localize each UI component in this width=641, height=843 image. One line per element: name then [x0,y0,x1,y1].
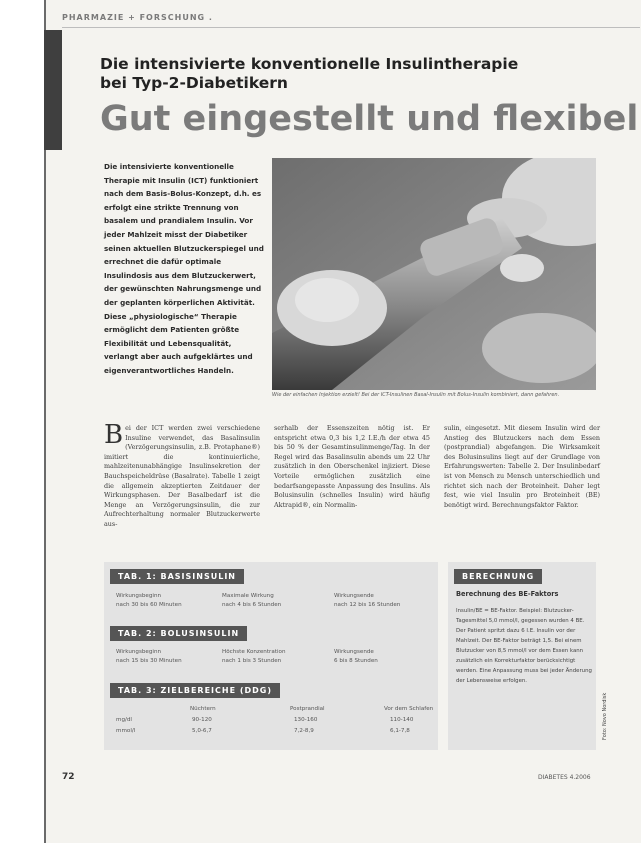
table-2-label: Wirkungsbeginn [116,649,162,655]
table-2-value: 6 bis 8 Stunden [334,658,378,664]
photo-illustration [272,158,596,390]
calculation-text: Insulin/BE = BE-Faktor. Beispiel: Blutzucker-Tagesmittel 5,0 mmol/l, gegessen wurden 4 BE. Der Patient spritzt dazu 6 I.E. Insulin vor der Mahlzeit. Der BE-Faktor beträgt 1,5. Bei einem Blutzucker von 8,5 mmol/l vor dem Essen kann zusätzlich ein Korrekturfaktor berücksichtigt werden. Eine Anpassung muss bei jeder Änderung der Lebensweise erfolgen. [456,608,592,684]
table-2-label: Höchste Konzentration [222,649,286,655]
table-2-cell [334,648,378,666]
article-subtitle: Die intensivierte konventionelle Insulintherapie bei Typ-2-Diabetikern [100,55,519,92]
table-1-value: nach 12 bis 16 Stunden [334,602,401,608]
table-2-value: nach 1 bis 3 Stunden [222,658,282,664]
table-2-label: Wirkungsende [334,649,374,655]
table-2-cell [222,648,286,666]
table-3-row-label: mg/dl [116,717,132,723]
table-3-header-cell: Nüchtern [190,706,216,712]
table-1-label: Wirkungsbeginn [116,593,162,599]
header-rule [62,27,640,28]
article-title: Gut eingestellt und flexibel [100,99,639,139]
intro-text: Die intensivierte konventionelle Therapie mit Insulin (ICT) funktioniert nach dem Basis-Bolus-Konzept, d.h. es erfolgt eine strikte Trennung von basalem und prandialem Insulin. Vor jeder Mahlzeit misst der Diabetiker seinen aktuellen Blutzuckerspiegel und errechnet die dafür optimale Insulindosis aus dem Blutzuckerwert, der gewünschten Nahrungsmenge und der geplanten körperlichen Aktivität. Diese „physiologische“ Therapie ermöglicht dem Patienten größte Flexibilität und Lebensqualität, verlangt aber auch aufgeklärtes und eigenverantwortliches Handeln. [104,162,264,375]
table-1-label: Wirkungsende [334,593,374,599]
body-column-2: serhalb der Essenszeiten nötig ist. Er entspricht etwa 0,3 bis 1,2 I.E./h der etwa 45 bis 50 % der Gesamtinsulinmenge/Tag. In der Regel wird das Basalinsulin abends um 22 Uhr zusätzlich in den Oberschenkel injiziert. Diese Vorteile ermöglichen zusätzlich eine bedarfsangepasste Anpassung des Insulins. Als Bolusinsulin (schnelles Insulin) wird häufig Aktrapid®, ein Normalin- [274,424,430,509]
insulin-pen-photo [272,158,596,390]
table-1-cell [116,592,182,610]
photo-caption: Wie der einfachen Injektion erzielt! Bei der ICT-Insulinen Basal-Insulin mit Bolus-Insulin kombiniert, dann gefahren. [272,392,560,398]
body-column-1 [104,420,260,530]
table-1-label: Maximale Wirkung [222,593,274,599]
photo-credit: Foto: Novo Nordisk [602,692,608,740]
table-3-cell: 130-160 [294,717,318,723]
table-3-cell: 5,0-6,7 [192,728,212,734]
table-3-row-label: mmol/l [116,728,136,734]
table-1-cell [222,592,281,610]
table-1-cell [334,592,400,610]
table-2-value: nach 15 bis 30 Minuten [116,658,182,664]
table-3-cell: 7,2-8,9 [294,728,314,734]
table-3-cell: 6,1-7,8 [390,728,410,734]
table-3-cell: 90-120 [192,717,212,723]
column-1-text: ei der ICT werden zwei verschiedene Insuline verwendet, das Basalinsulin (Verzögerungsinsulin, z.B. Protaphane®) imitiert die kontinuierliche, mahlzeitenunabhängige Insulinsekretion der Bauchspeicheldrüse (Basalrate). Tabelle 1 zeigt die allgemein akzeptierten Zeitdauer der Wirkungsphasen. Der Basalbedarf ist die Menge an Verzögerungsinsulin, die zur Aufrechterhaltung normaler Blutzuckerwerte aus- [104,424,260,528]
table-2-cell [116,648,182,666]
table-2-heading: TAB. 2: BOLUSINSULIN [110,626,247,641]
table-3-header-cell: Vor dem Schlafen [384,706,434,712]
drop-cap: B [104,420,124,450]
calculation-heading: BERECHNUNG [454,569,542,584]
table-1-value: nach 30 bis 60 Minuten [116,602,182,608]
accent-bar [44,30,62,150]
section-header: PHARMAZIE + FORSCHUNG . [62,13,213,22]
table-3-header-cell: Postprandial [290,706,325,712]
body-column-3: sulin, eingesetzt. Mit diesem Insulin wird der Anstieg des Blutzuckers nach dem Essen (postprandial) abgefangen. Die Wirksamkeit des Bolusinsulins liegt auf der Grundlage von Erfahrungswerten: Tabelle 2. Der Insulinbedarf ist von Mensch zu Mensch unterschiedlich und richtet sich nach der Broteinheit. Daher legt fest, wie viel Insulin pro Broteinheit (BE) benötigt wird. Berechnungsfaktor Faktor. [444,424,600,509]
issue-info: DIABETES 4.2006 [538,774,591,781]
table-1-heading: TAB. 1: BASISINSULIN [110,569,244,584]
table-3-cell: 110-140 [390,717,414,723]
calculation-title: Berechnung des BE-Faktors [456,590,559,598]
table-3-heading: TAB. 3: ZIELBEREICHE (DDG) [110,683,280,698]
page-number: 72 [62,772,75,782]
table-1-value: nach 4 bis 6 Stunden [222,602,282,608]
